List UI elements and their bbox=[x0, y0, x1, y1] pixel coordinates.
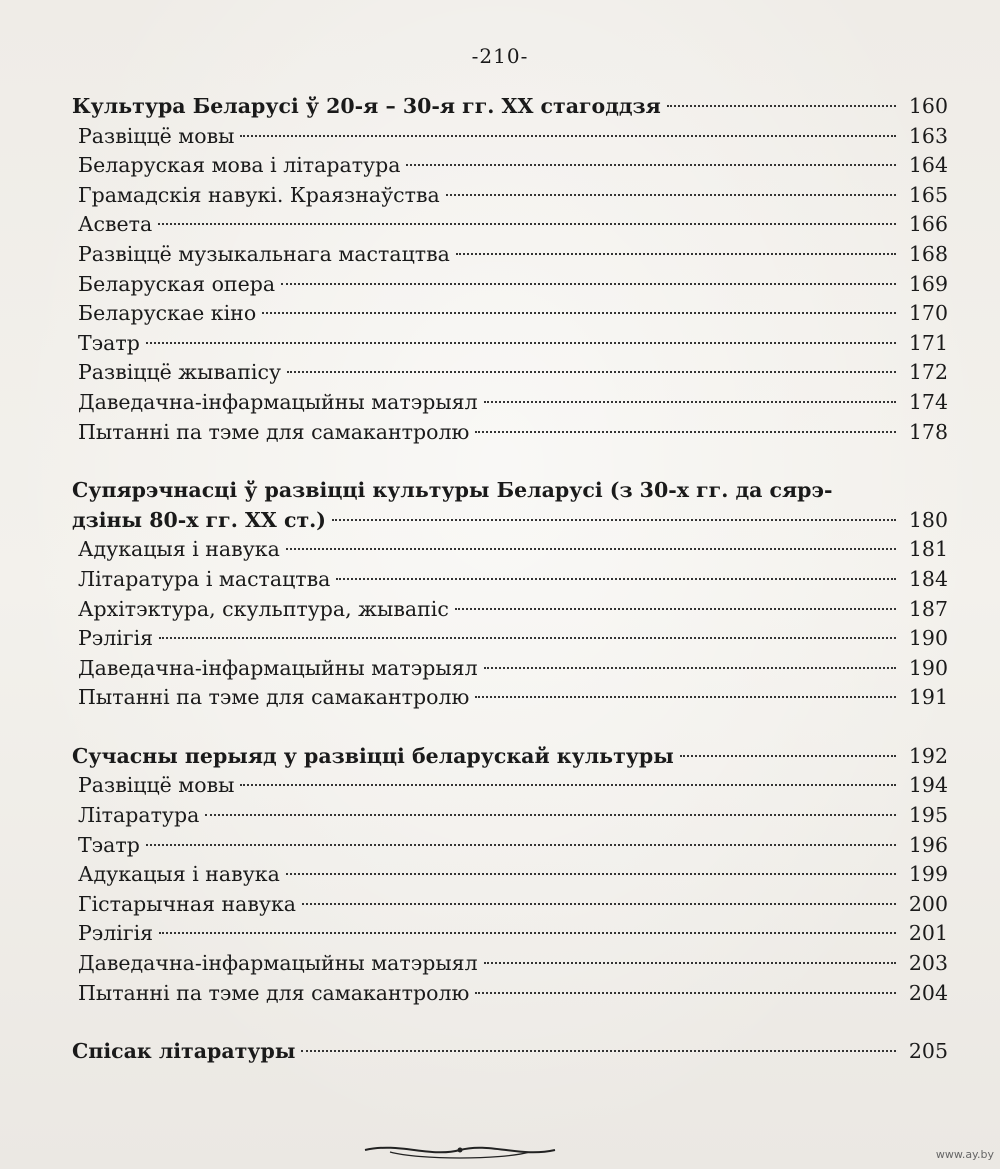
entry-label: Тэатр bbox=[78, 330, 140, 355]
entry-label: Беларуская опера bbox=[78, 271, 276, 296]
entry-label: Даведачна-інфармацыйны матэрыял bbox=[78, 655, 478, 680]
page-ref: 174 bbox=[908, 389, 948, 414]
section-gap bbox=[72, 447, 948, 476]
entry-label: Беларуская мова і літаратура bbox=[78, 153, 401, 178]
entry-label: Даведачна-інфармацыйны матэрыял bbox=[78, 389, 478, 414]
dot-leader bbox=[406, 164, 896, 166]
toc-entry bbox=[72, 890, 948, 920]
dot-leader bbox=[455, 608, 896, 610]
page-ref: 172 bbox=[908, 360, 948, 385]
dot-leader bbox=[286, 548, 896, 550]
entry-label: Пытанні па тэме для самакантролю bbox=[78, 980, 470, 1005]
dot-leader bbox=[159, 637, 896, 639]
dot-leader bbox=[302, 903, 896, 905]
toc-entry bbox=[72, 565, 948, 595]
entry-label: Пытанні па тэме для самакантролю bbox=[78, 419, 470, 444]
page-ref: 194 bbox=[908, 773, 948, 798]
entry-label: Развіццё музыкальнага мастацтва bbox=[78, 241, 450, 266]
toc-entry bbox=[72, 831, 948, 861]
page-ref: 204 bbox=[908, 980, 948, 1005]
toc-entry bbox=[72, 860, 948, 890]
entry-label: Рэлігія bbox=[78, 626, 154, 651]
page-ref: 160 bbox=[908, 94, 948, 118]
dot-leader bbox=[146, 342, 896, 344]
dot-leader bbox=[287, 371, 896, 373]
toc-entry bbox=[72, 151, 948, 181]
entry-label: Развіццё мовы bbox=[78, 123, 235, 148]
section-heading bbox=[72, 476, 948, 506]
toc-entry bbox=[72, 358, 948, 388]
toc-entry bbox=[72, 299, 948, 329]
page-ref: 178 bbox=[908, 419, 948, 444]
toc-entry bbox=[72, 535, 948, 565]
dot-leader bbox=[446, 194, 896, 196]
page-ref: 199 bbox=[908, 862, 948, 887]
page-ref: 203 bbox=[908, 951, 948, 976]
toc-entry bbox=[72, 949, 948, 979]
table-of-contents bbox=[72, 92, 948, 1067]
dot-leader bbox=[667, 105, 896, 107]
entry-label: Развіццё жывапісу bbox=[78, 360, 282, 385]
section-heading bbox=[72, 1037, 948, 1067]
page-ref: 181 bbox=[908, 537, 948, 562]
entry-label: Даведачна-інфармацыйны матэрыял bbox=[78, 951, 478, 976]
dot-leader bbox=[286, 873, 896, 875]
dot-leader bbox=[680, 755, 896, 757]
toc-entry bbox=[72, 388, 948, 418]
entry-label: Літаратура і мастацтва bbox=[78, 566, 331, 591]
dot-leader bbox=[484, 667, 896, 669]
page-ref: 191 bbox=[908, 685, 948, 710]
entry-label: Архітэктура, скульптура, жывапіс bbox=[78, 596, 449, 621]
dot-leader bbox=[484, 962, 896, 964]
dot-leader bbox=[475, 992, 896, 994]
toc-entry bbox=[72, 801, 948, 831]
page-ref: 195 bbox=[908, 803, 948, 828]
dot-leader bbox=[240, 784, 896, 786]
watermark: www.ay.by bbox=[935, 1148, 994, 1161]
toc-entry bbox=[72, 771, 948, 801]
page-ref: 190 bbox=[908, 655, 948, 680]
dot-leader bbox=[301, 1050, 896, 1052]
section-title-line2: дзіны 80-х гг. ХХ ст.) bbox=[72, 507, 326, 532]
page-ref: 170 bbox=[908, 301, 948, 326]
toc-entry bbox=[72, 181, 948, 211]
page-ref: 192 bbox=[908, 743, 948, 768]
decorative-flourish-icon bbox=[360, 1138, 560, 1162]
page-ref: 163 bbox=[908, 123, 948, 148]
section-gap bbox=[72, 1008, 948, 1037]
section-heading-cont bbox=[72, 506, 948, 536]
section-title-line1: Супярэчнасці ў развіцці культуры Беларусі (з 30-х гг. да сярэ- bbox=[72, 478, 833, 503]
toc-entry bbox=[72, 683, 948, 713]
dot-leader bbox=[281, 283, 896, 285]
dot-leader bbox=[475, 696, 896, 698]
section-title: Культура Беларусі ў 20-я – 30-я гг. ХХ стагоддзя bbox=[72, 94, 661, 118]
toc-entry bbox=[72, 122, 948, 152]
toc-entry bbox=[72, 624, 948, 654]
page-ref: 196 bbox=[908, 832, 948, 857]
toc-entry bbox=[72, 418, 948, 448]
entry-label: Літаратура bbox=[78, 803, 200, 828]
entry-label: Беларускае кіно bbox=[78, 301, 257, 326]
page-ref: 201 bbox=[908, 921, 948, 946]
dot-leader bbox=[146, 844, 896, 846]
dot-leader bbox=[475, 431, 896, 433]
toc-entry bbox=[72, 240, 948, 270]
section-heading bbox=[72, 742, 948, 772]
toc-entry bbox=[72, 919, 948, 949]
dot-leader bbox=[159, 932, 896, 934]
page-ref: 184 bbox=[908, 566, 948, 591]
toc-entry bbox=[72, 654, 948, 684]
page-ref: 200 bbox=[908, 891, 948, 916]
dot-leader bbox=[484, 401, 896, 403]
page-ref: 168 bbox=[908, 241, 948, 266]
entry-label: Грамадскія навукі. Краязнаўства bbox=[78, 182, 440, 207]
entry-label: Адукацыя і навука bbox=[78, 862, 280, 887]
dot-leader bbox=[158, 223, 896, 225]
toc-entry bbox=[72, 270, 948, 300]
dot-leader bbox=[456, 253, 896, 255]
toc-entry bbox=[72, 979, 948, 1009]
dot-leader bbox=[240, 135, 896, 137]
page-ref: 171 bbox=[908, 330, 948, 355]
dot-leader bbox=[332, 519, 896, 521]
page-ref: 187 bbox=[908, 596, 948, 621]
dot-leader bbox=[205, 814, 896, 816]
toc-entry bbox=[72, 595, 948, 625]
section-title: Сучасны перыяд у развіцці беларускай культуры bbox=[72, 743, 674, 768]
page-ref: 166 bbox=[908, 212, 948, 237]
section-title: Спісак літаратуры bbox=[72, 1039, 296, 1064]
page-ref: 164 bbox=[908, 153, 948, 178]
page-number: -210- bbox=[471, 44, 529, 68]
page-ref: 169 bbox=[908, 271, 948, 296]
entry-label: Адукацыя і навука bbox=[78, 537, 280, 562]
entry-label: Асвета bbox=[78, 212, 153, 237]
page-ref: 180 bbox=[908, 507, 948, 532]
dot-leader bbox=[336, 578, 896, 580]
toc-entry bbox=[72, 329, 948, 359]
entry-label: Рэлігія bbox=[78, 921, 154, 946]
toc-entry bbox=[72, 210, 948, 240]
entry-label: Тэатр bbox=[78, 832, 140, 857]
page-ref: 205 bbox=[908, 1039, 948, 1064]
section-gap bbox=[72, 713, 948, 742]
section-heading bbox=[72, 92, 948, 122]
page-ref: 190 bbox=[908, 626, 948, 651]
page-ref: 165 bbox=[908, 182, 948, 207]
entry-label: Развіццё мовы bbox=[78, 773, 235, 798]
dot-leader bbox=[262, 312, 896, 314]
entry-label: Гістарычная навука bbox=[78, 891, 297, 916]
entry-label: Пытанні па тэме для самакантролю bbox=[78, 685, 470, 710]
